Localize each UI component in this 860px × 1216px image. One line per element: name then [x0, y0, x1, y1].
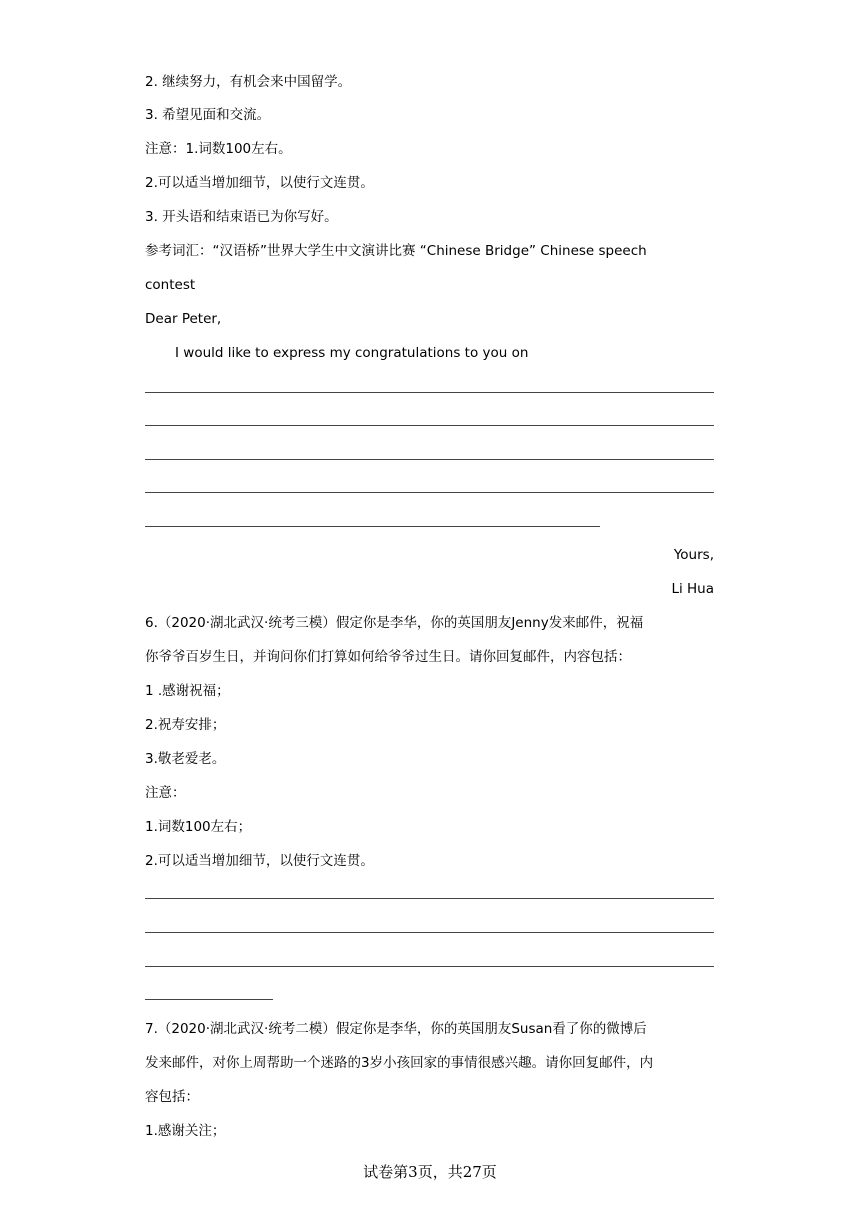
q6-note-1: 1.词数100左右；	[145, 819, 252, 835]
q7-prompt-line-1: 7.（2020·湖北武汉·统考二模）假定你是李华，你的英国朋友Susan看了你的微博后	[145, 1021, 647, 1037]
q6-item-1: 1 .感谢祝福；	[145, 683, 230, 699]
letter-opening: I would like to express my congratulations to you on	[175, 345, 529, 361]
answer-line	[145, 425, 714, 426]
answer-line	[145, 898, 714, 899]
vocab-line-1: 参考词汇：“汉语桥”世界大学生中文演讲比赛 “Chinese Bridge” Chinese speech	[145, 243, 647, 259]
q6-item-2: 2.祝寿安排；	[145, 717, 226, 733]
vocab-line-2: contest	[145, 277, 196, 293]
q7-item-1: 1.感谢关注；	[145, 1123, 226, 1139]
page-footer: 试卷第3页，共27页	[363, 1163, 497, 1181]
task-item-2: 2. 继续努力，有机会来中国留学。	[145, 74, 352, 90]
letter-signature: Li Hua	[671, 581, 714, 597]
q7-prompt-line-2: 发来邮件，对你上周帮助一个迷路的3岁小孩回家的事情很感兴趣。请你回复邮件，内	[145, 1055, 654, 1071]
q6-notes-label: 注意：	[145, 785, 186, 801]
note-3: 3. 开头语和结束语已为你写好。	[145, 209, 338, 225]
answer-line	[145, 492, 714, 493]
answer-line-short	[145, 999, 273, 1000]
letter-salutation: Dear Peter,	[145, 311, 222, 327]
q7-prompt-line-3: 容包括：	[145, 1089, 199, 1105]
q6-note-2: 2.可以适当增加细节，以使行文连贯。	[145, 853, 374, 869]
note-1: 注意：1.词数100左右。	[145, 141, 292, 157]
q6-item-3: 3.敬老爱老。	[145, 751, 226, 767]
task-item-3: 3. 希望见面和交流。	[145, 107, 271, 123]
answer-line	[145, 392, 714, 393]
note-2: 2.可以适当增加细节，以使行文连贯。	[145, 175, 374, 191]
answer-line	[145, 459, 714, 460]
answer-line	[145, 932, 714, 933]
answer-line-short	[145, 526, 600, 527]
q6-prompt-line-2: 你爷爷百岁生日，并询问你们打算如何给爷爷过生日。请你回复邮件，内容包括：	[145, 649, 631, 665]
q6-prompt-line-1: 6.（2020·湖北武汉·统考三模）假定你是李华，你的英国朋友Jenny发来邮件，祝福	[145, 615, 644, 631]
letter-closing: Yours,	[673, 547, 714, 563]
answer-line	[145, 966, 714, 967]
